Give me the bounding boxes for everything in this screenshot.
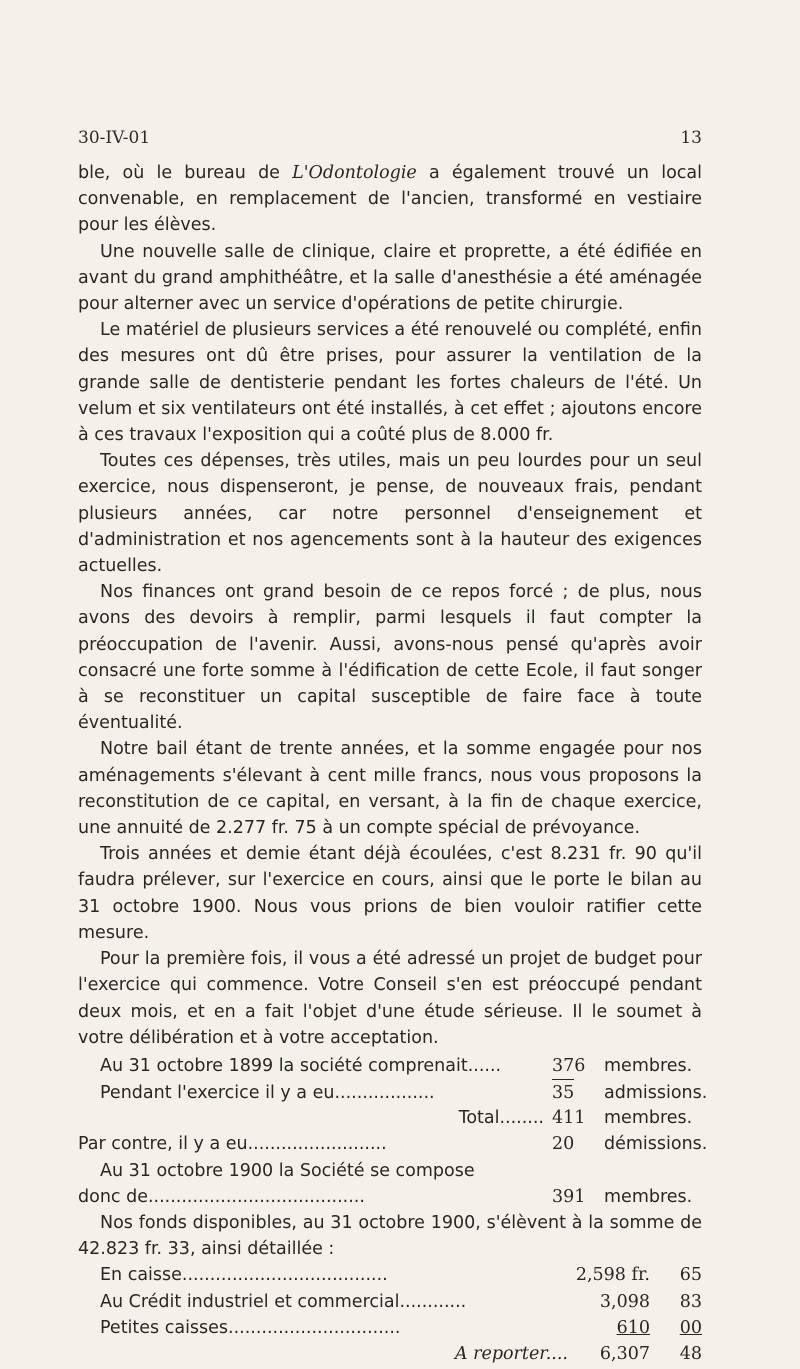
row-amount: 2,598 fr. bbox=[575, 1265, 650, 1286]
funds-row bbox=[78, 1315, 702, 1341]
row-cents: 65 bbox=[679, 1265, 702, 1286]
membership-table bbox=[78, 1053, 708, 1210]
paragraph: Notre bail étant de trente années, et la somme engagée pour nos aménagements s'élevant à cent mille francs, nous vous proposons la reconstitution de ce capital, en versant, à la fin de chaque exercice, une annuité de 2.277 fr. 75 à un compte spécial de prévoyance. bbox=[78, 739, 702, 839]
row-label: Total........ bbox=[458, 1108, 544, 1129]
page-number: 13 bbox=[680, 128, 702, 148]
row-unit: membres. bbox=[604, 1186, 693, 1207]
paragraph bbox=[78, 160, 702, 239]
journal-title: L'Odontologie bbox=[292, 163, 417, 183]
row-cents: 00 bbox=[679, 1317, 702, 1338]
row-value: 411 bbox=[552, 1108, 586, 1129]
paragraph-text: ble, où le bureau de bbox=[78, 163, 293, 183]
paragraph: Trois années et demie étant déjà écoulées, c'est 8.231 fr. 90 qu'il faudra prélever, sur l'exercice en cours, ainsi que le porte le bilan au 31 octobre 1900. Nous vous prions de bien vouloir ratifier cette mesure. bbox=[78, 844, 702, 943]
membership-total-row bbox=[78, 1105, 702, 1131]
paragraph: Une nouvelle salle de clinique, claire et proprette, a été édifiée en avant du grand amphithéâtre, et la salle d'anesthésie a été aménagée pour alterner avec un service d'opérations de petite chirurgie. bbox=[78, 241, 702, 315]
row-value: 391 bbox=[552, 1186, 586, 1207]
paragraph-text: a également trouvé un local convenable, en remplacement de l'ancien, transformé en vestiaire pour les élèves. bbox=[78, 163, 702, 236]
membership-row bbox=[78, 1158, 702, 1184]
row-cents: 48 bbox=[679, 1344, 702, 1364]
row-amount: 6,307 bbox=[599, 1344, 650, 1364]
row-label: donc de....................................... bbox=[78, 1186, 365, 1207]
running-header bbox=[78, 128, 702, 148]
membership-row bbox=[78, 1053, 702, 1079]
row-value: 35 bbox=[552, 1079, 574, 1106]
row-amount: 3,098 bbox=[599, 1291, 650, 1312]
funds-row bbox=[78, 1289, 702, 1315]
row-value: 376 bbox=[552, 1055, 586, 1076]
row-label: En caisse..................................... bbox=[100, 1265, 388, 1286]
row-label: Petites caisses............................... bbox=[100, 1317, 401, 1338]
row-unit: membres. bbox=[604, 1055, 693, 1076]
body-text bbox=[78, 160, 708, 1367]
funds-paragraph: Nos fonds disponibles, au 31 octobre 1900, s'élèvent à la somme de 42.823 fr. 33, ainsi détaillée : bbox=[78, 1213, 702, 1260]
paragraph: Nos finances ont grand besoin de ce repos forcé ; de plus, nous avons des devoirs à remplir, parmi lesquels il faut compter la préoccupation de l'avenir. Aussi, avons-nous pensé qu'après avoir consacré une forte somme à l'édification de cette Ecole, il faut songer à se reconstituer un capital susceptible de faire face à toute éventualité. bbox=[78, 582, 702, 734]
membership-row bbox=[78, 1079, 708, 1105]
paragraph: Le matériel de plusieurs services a été renouvelé ou complété, enfin des mesures ont dû être prises, pour assurer la ventilation de la grande salle de dentisterie pendant les fortes chaleurs de l'été. Un velum et six ventilateurs ont été installés, à cet effet ; ajoutons encore à ces travaux l'exposition qui a coûté plus de 8.000 fr. bbox=[78, 320, 702, 446]
row-label: Au 31 octobre 1900 la Société se compose bbox=[100, 1160, 475, 1181]
row-amount: 610 bbox=[616, 1317, 650, 1338]
row-value: 20 bbox=[552, 1134, 575, 1155]
row-label: Pendant l'exercice il y a eu.................. bbox=[100, 1083, 435, 1104]
paragraph: Toutes ces dépenses, très utiles, mais un peu lourdes pour un seul exercice, nous dispenseront, je pense, de nouveaux frais, pendant plusieurs années, car notre personnel d'enseignement et d'administration et nos agencements sont à la hauteur des exigences actuelles. bbox=[78, 451, 702, 577]
membership-row bbox=[78, 1131, 708, 1157]
row-unit: démissions. bbox=[604, 1134, 708, 1155]
funds-row bbox=[78, 1262, 702, 1288]
row-cents: 83 bbox=[679, 1291, 702, 1312]
row-label: Au Crédit industriel et commercial............ bbox=[100, 1291, 467, 1312]
row-label: Au 31 octobre 1899 la société comprenait...... bbox=[100, 1055, 502, 1076]
row-label: Par contre, il y a eu......................... bbox=[78, 1134, 387, 1155]
membership-row bbox=[78, 1184, 702, 1210]
funds-table bbox=[78, 1262, 702, 1367]
row-unit: admissions. bbox=[604, 1083, 708, 1104]
row-unit: membres. bbox=[604, 1108, 693, 1129]
issue-date: 30-IV-01 bbox=[78, 128, 151, 148]
carry-forward-row bbox=[78, 1341, 702, 1367]
paragraph: Pour la première fois, il vous a été adressé un projet de budget pour l'exercice qui commence. Votre Conseil s'en est préoccupé pendant deux mois, et en a fait l'objet d'une étude sérieuse. Il le soumet à votre délibération et à votre acceptation. bbox=[78, 949, 702, 1048]
row-label: A reporter.... bbox=[454, 1344, 568, 1364]
